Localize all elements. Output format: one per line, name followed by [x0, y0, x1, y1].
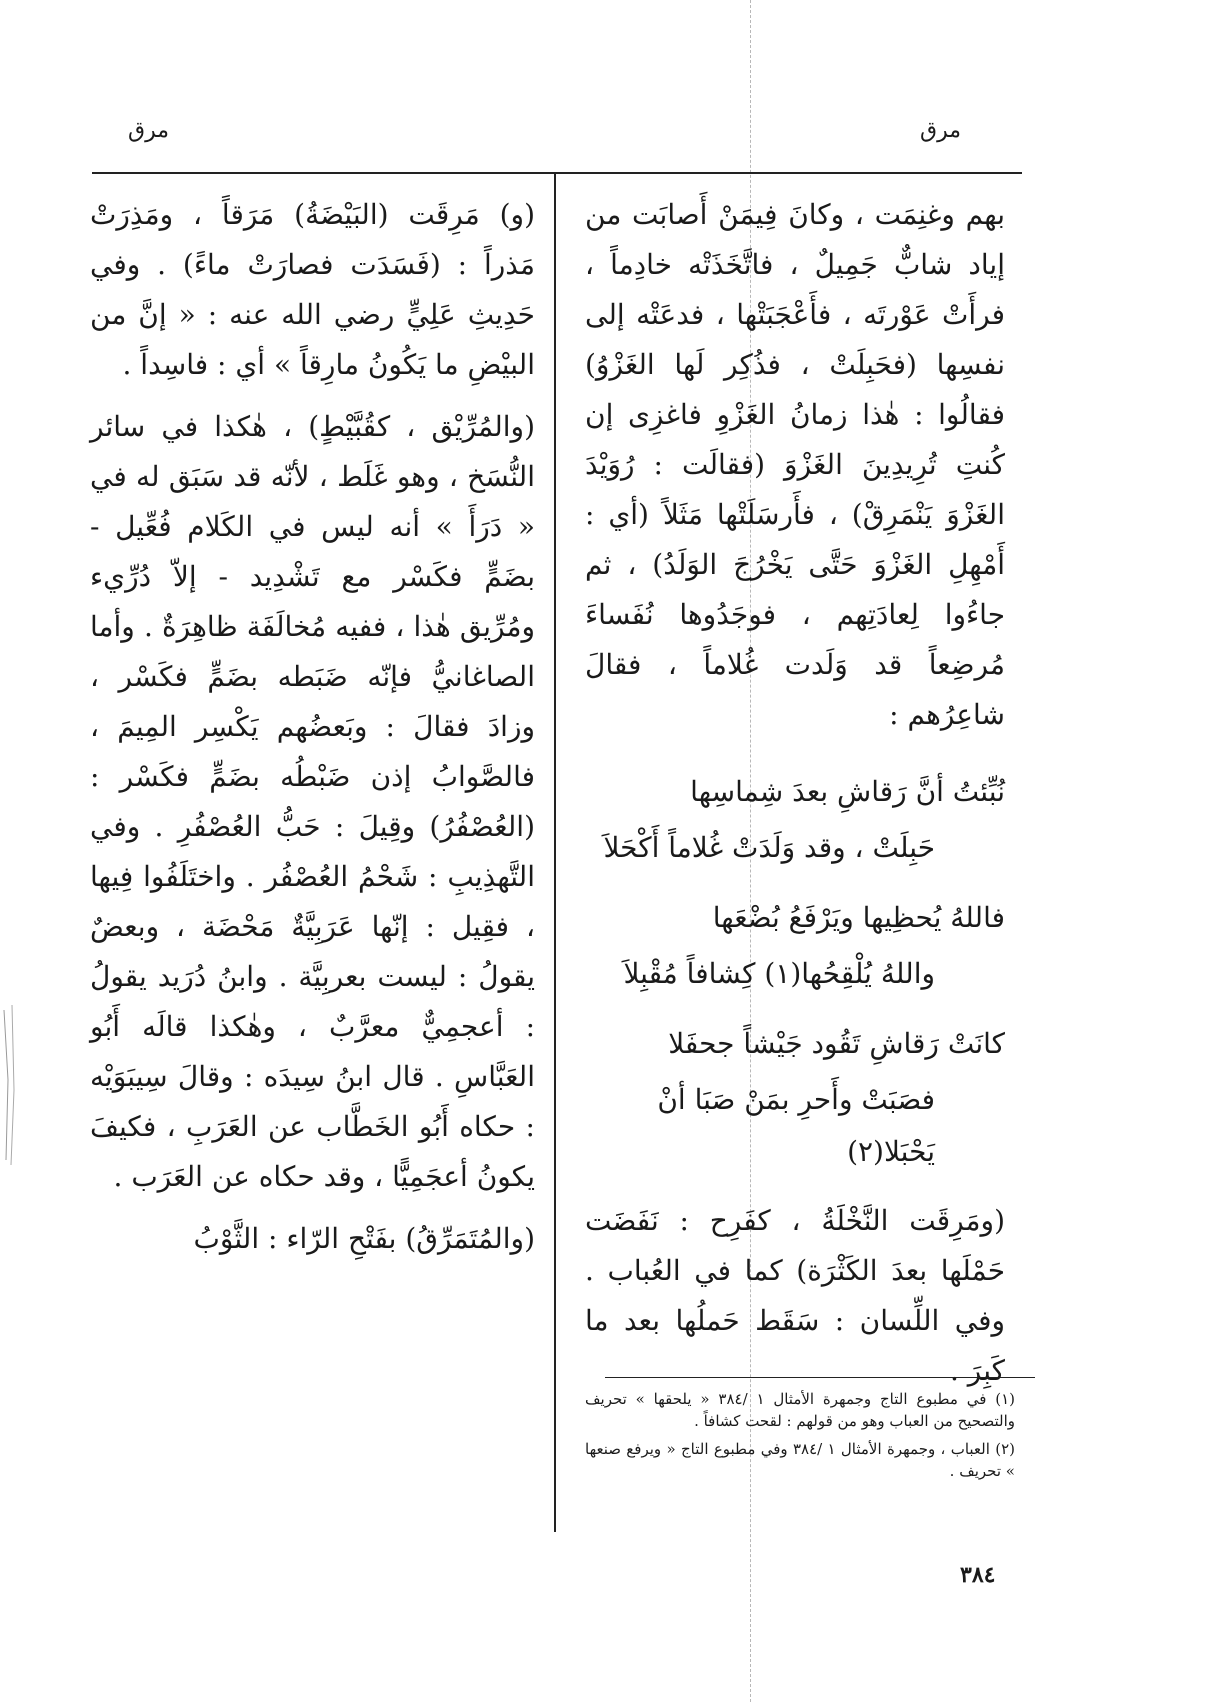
- verse-line-1: نُبِّئتُ أنَّ رَقاشِ بعدَ شِماسِها: [690, 775, 1005, 808]
- verse-spacer: [585, 1004, 1005, 1018]
- running-header-right: مرق: [920, 118, 961, 143]
- left-paragraph-2: (والمُرِّيْق ، كقُبَّيْطٍ) ، هٰكذا في سائر النُّسَخ ، وهو غَلَط ، لأنّه قد سَبَق له في « دَرَأَ » أنه ليس في الكَلام فُعِّيل - بضَمٍّ فكَسْر مع تَشْدِيد - إلاّ دُرِّيء ومُرِّيق هٰذا ، ففيه مُخالَفَة ظاهِرَةٌ . وأما الصاغانيُّ فإنّه ضَبَطه بضَمٍّ فكَسْر ، وزادَ فقالَ : وبَعضُهم يَكْسِر المِيمَ ، فالصَّوابُ إذن ضَبْطُه بضَمٍّ فكَسْر : (العُصْفُرُ) وقِيلَ : حَبُّ العُصْفُرِ . وفي التَّهذِيبِ : شَحْمُ العُصْفُر . واختَلَفُوا فِيها ، فقِيل : إنّها عَرَبِيَّةٌ مَحْضَة ، وبعضٌ يقولُ : ليست بعربِيَّة . وابنُ دُرَيد يقولُ : أعجمِيٌّ معرَّبٌ ، وهٰكذا قالَه أَبُو العَبَّاسِ . قال ابنُ سِيدَه : وقالَ سِيبَوَيْه : حكاه أَبُو الخَطَّاب عن العَرَبِ ، فكيفَ يكونُ أعجَمِيًّا ، وقد حكاه عن العَرَب .: [90, 410, 535, 1193]
- verse-spacer: [585, 752, 1005, 766]
- verse-line-6: فصَبَتْ وأَحرِ بمَنْ صَبَا أنْ يَحْبَلا(٢): [657, 1083, 935, 1168]
- verse-line-5: كانَتْ رَقاشِ تَقُود جَيْشاً جحفَلا: [668, 1027, 1005, 1060]
- page-number: ٣٨٤: [960, 1562, 996, 1588]
- left-paragraph-1: (و) مَرِقَت (البَيْضَةُ) مَرَقاً ، ومَذِرَتْ مَذراً : (فَسَدَت فصارَتْ ماءً) . وفي حَدِيثِ عَلِيٍّ رضي الله عنه : « إنَّ من البيْضِ ما يَكُونُ مارِقاً » أي : فاسِداً .: [90, 198, 535, 381]
- left-column: [90, 190, 535, 1276]
- footnote-rule: [605, 1377, 1035, 1378]
- verse-spacer: [585, 878, 1005, 892]
- verse-line-4: واللهُ يُلْقِحُها(١) كِشافاً مُقْبِلاَ: [623, 957, 935, 990]
- verse-line-3: فاللهُ يُحظِيها ويَرْفَعُ بُضْعَها: [712, 901, 1005, 934]
- right-column: [585, 190, 1005, 1408]
- footnote-2: (٢) العباب ، وجمهرة الأمثال ١ /٣٨٤ وفي مطبوع التاج « ويرفع صنعها » تحريف .: [585, 1440, 1015, 1480]
- running-header-left: مرق: [128, 118, 169, 143]
- header-rule: [92, 172, 1022, 174]
- right-paragraph-2: (ومَرِقَت النَّخْلَةُ ، كفَرِح : نَفَضَت حَمْلَها بعدَ الكَثْرَة) كما في العُباب . وفي اللِّسان : سَقَط حَملُها بعد ما كَبِرَ .: [585, 1204, 1005, 1387]
- footnotes: [585, 1388, 1015, 1488]
- scan-edge-marks: [0, 1000, 24, 1170]
- footnote-1: (١) في مطبوع التاج وجمهرة الأمثال ١ /٣٨٤ « يلحقها » تحريف والتصحيح من العباب وهو من قولهم : لقحت كشافاً .: [585, 1390, 1015, 1430]
- column-divider: [554, 172, 556, 1532]
- left-paragraph-3: (والمُتَمَرِّقُ) بفَتْحِ الرّاء : الثَّوْبُ: [193, 1222, 535, 1255]
- verse-spacer: [585, 1182, 1005, 1196]
- verse-line-2: حَبِلَتْ ، وقد وَلَدَتْ غُلاماً أَكْحَلاَ: [603, 831, 935, 864]
- right-paragraph-1: بهم وغنِمَت ، وكانَ فِيمَنْ أَصابَت من إياد شابٌّ جَمِيلٌ ، فاتَّخَذَتْه خادِماً ، فرأَتْ عَوْرتَه ، فأَعْجَبَتْها ، فدعَتْه إلى نفسِها (فحَبِلَتْ ، فذُكِر لَها الغَزْوُ) فقالُوا : هٰذا زمانُ الغَزْوِ فاغزِى إن كُنتِ تُرِيدِينَ الغَزْوَ (فقالَت : رُوَيْدَ الغَزْوَ يَنْمَرِقْ) ، فأَرسَلَتْها مَثَلاً (أي : أَمْهِلِ الغَزْوَ حَتَّى يَخْرُجَ الوَلَدُ) ، ثم جاءُوا لِعادَتِهم ، فوجَدُوها نُفَساءَ مُرضِعاً قد وَلَدت غُلاماً ، فقالَ شاعِرُهم :: [585, 198, 1005, 731]
